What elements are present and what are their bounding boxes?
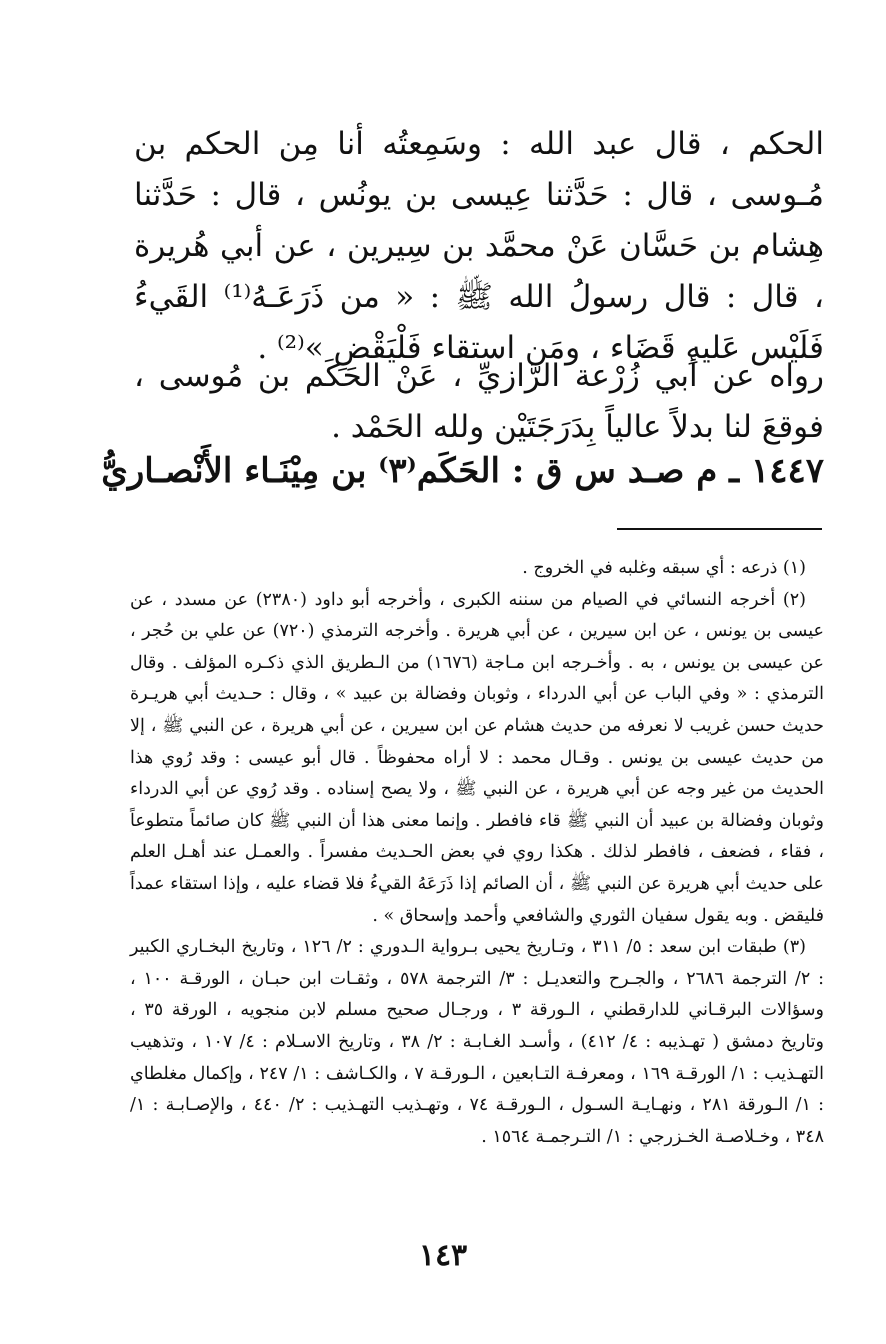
footnotes-section <box>130 553 824 1153</box>
hadith-paragraph: الحكم ، قال عبد الله : وسَمِعتُه أنا مِن الحكم بن مُـوسى ، قال : حَدَّثنا عِيسى بن يونُس ، قال : حَدَّثنا هِشام بن حَسَّان عَنْ محمَّد بن سِيرين ، عن أبي هُريرة ، قال : قال رسولُ الله ﷺ : « من ذَرَعَـهُ⁽¹⁾ القَيءُ فَلَيْس عَليهِ قَضَاء ، ومَن استقاء فَلْيَقْضِ »⁽²⁾ . <box>134 126 825 366</box>
footnote-separator <box>617 528 822 530</box>
page-number: ١٤٣ <box>418 1238 468 1273</box>
footnote-1: (١) ذرعه : أي سبقه وغلبه في الخروج . <box>522 558 806 578</box>
narration-paragraph: رواه عن أبي زُرْعة الرَّازيِّ ، عَنْ الحَكَم بن مُوسى ، فوقعَ لنا بدلاً عالياً بِدَرَجَتَيْن ولله الحَمْد . <box>134 358 824 445</box>
entry-heading: ١٤٤٧ ـ م صـد س ق : الحَكَم⁽٣⁾ بن مِيْنَـاء الأَنْصـاريُّ <box>101 451 824 491</box>
footnote-3: (٣) طبقات ابن سعد : ٥/ ٣١١ ، وتـاريخ يحيى بـرواية الـدوري : ٢/ ١٢٦ ، وتاريخ البخـاري الكبير : ٢/ الترجمة ٢٦٨٦ ، والجـرح والتعديـل : ٣/ الترجمة ٥٧٨ ، وثقـات ابن حبـان ، الورقـة ١٠٠ ، وسؤالات البرقـاني للدارقطني ، الـورقة ٣ ، ورجـال صحيح مسلم لابن منجويه ، الورقة ٣٥ ، وتاريخ دمشق ( تهـذيبه : ٤/ ٤١٢) ، وأسـد الغـابـة : ٢/ ٣٨ ، وتاريخ الاسـلام : ٤/ ١٠٧ ، وتذهيب التهـذيب : ١/ الورقـة ١٦٩ ، ومعرفـة التـابعين ، الـورقـة ٧ ، والكـاشف : ١/ ٢٤٧ ، وإكمال مغلطاي : ١/ الـورقة ٢٨١ ، ونهـايـة السـول ، الـورقـة ٧٤ ، وتهـذيب التهـذيب : ٢/ ٤٤٠ ، والإصـابـة : ١/ ٣٤٨ ، وخـلاصـة الخـزرجي : ١/ التـرجمـة ١٥٦٤ . <box>130 937 824 1147</box>
footnote-2: (٢) أخرجه النسائي في الصيام من سننه الكبرى ، وأخرجه أبو داود (٢٣٨٠) عن مسدد ، عن عيسى بن يونس ، عن ابن سيرين ، عن أبي هريرة . وأخرجه الترمذي (٧٢٠) عن علي بن حُجر ، عن عيسى بن يونس ، به . وأخـرجه ابن مـاجة (١٦٧٦) من الـطريق الذي ذكـره المؤلف . وقال الترمذي : « وفي الباب عن أبي الدرداء ، وثوبان وفضالة بن عبيد » ، وقال : حـديث أبي هريـرة حديث حسن غريب لا نعرفه من حديث هشام عن ابن سيرين ، عن أبي هريرة ، عن النبي ﷺ ، إلا من حديث عيسى بن يونس . وقـال محمد : لا أراه محفوظاً . قال أبو عيسى : وقد رُوي هذا الحديث من غير وجه عن أبي هريرة ، عن النبي ﷺ ، ولا يصح إسناده . وقد رُوي عن أبي الدرداء وثوبان وفضالة بن عبيد أن النبي ﷺ قاء فافطر . وإنما معنى هذا أن النبي ﷺ كان صائماً متطوعاً ، فقاء ، فضعف ، فافطر لذلك . هكذا روي في بعض الحـديث مفسراً . والعمـل عند أهـل العلم على حديث أبي هريرة عن النبي ﷺ ، أن الصائم إذا ذَرَعَهُ القيءُ فلا قضاء عليه ، وإذا استقاء عمداً فليقض . وبه يقول سفيان الثوري والشافعي وأحمد وإسحاق » . <box>130 589 825 926</box>
